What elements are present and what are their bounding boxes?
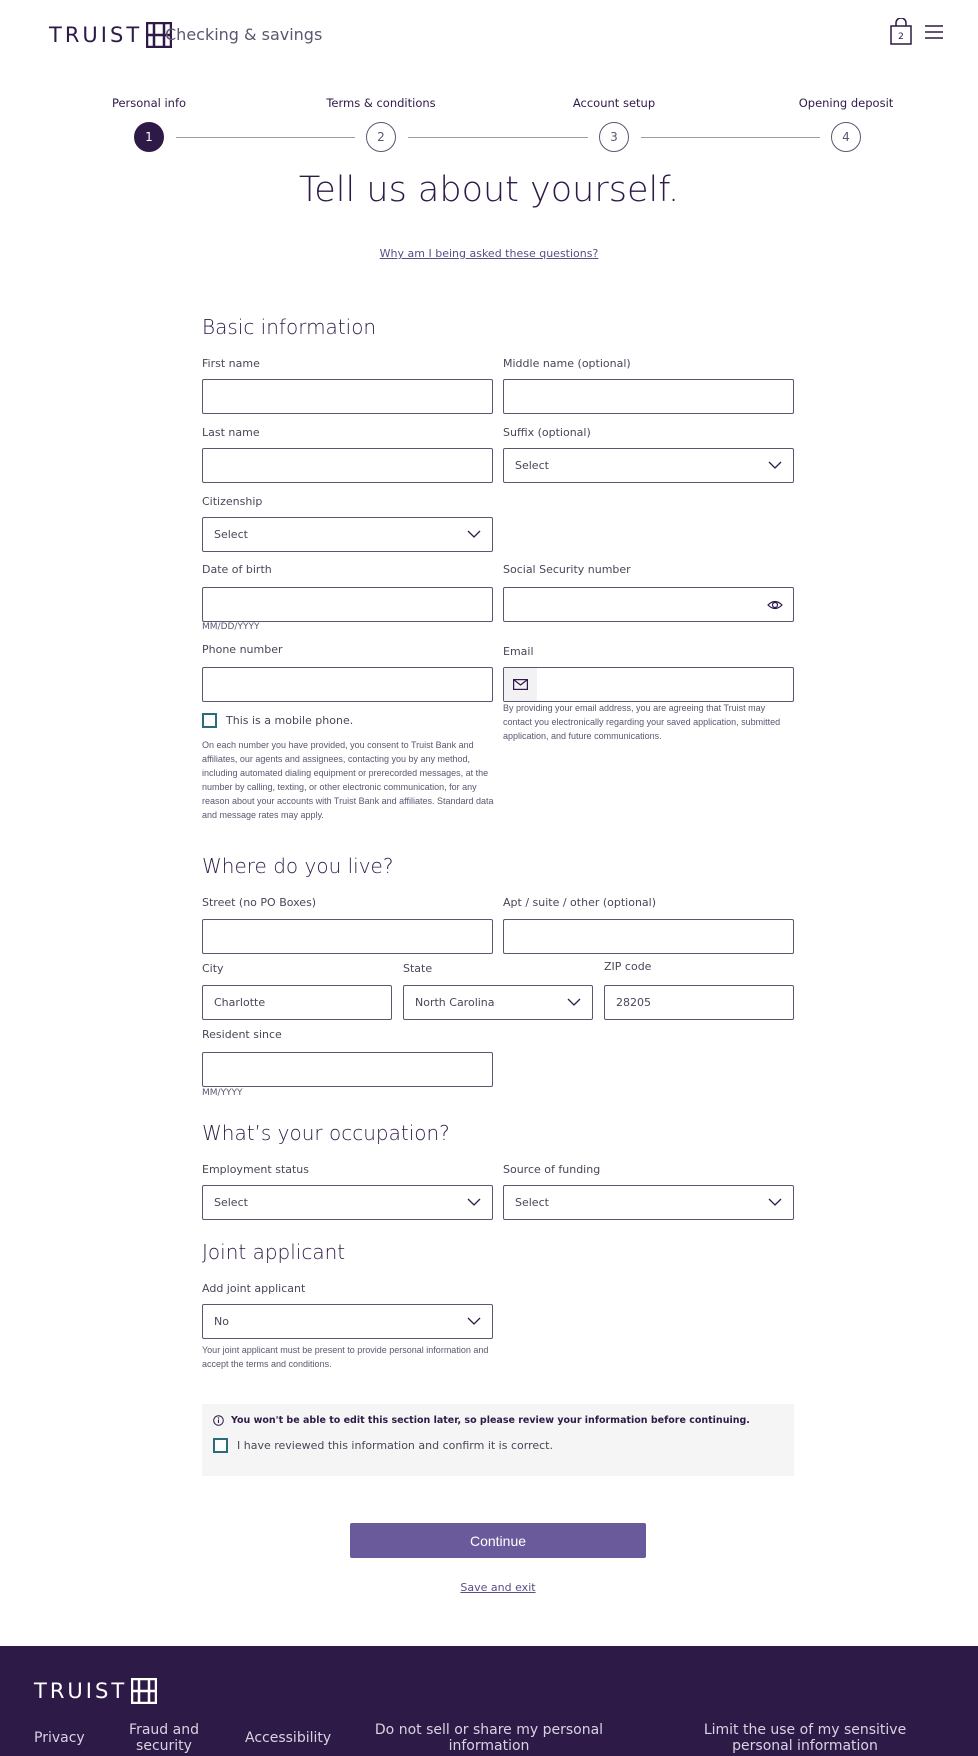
info-icon: [213, 1415, 224, 1426]
step-connector: [176, 137, 355, 138]
phone-input[interactable]: [202, 667, 493, 702]
step-circle-4: 4: [831, 122, 861, 152]
footer: [0, 1646, 978, 1756]
state-label: State: [403, 962, 433, 975]
continue-button[interactable]: Continue: [350, 1523, 646, 1558]
employment-status-value: Select: [214, 1196, 248, 1209]
hamburger-menu-icon[interactable]: [925, 24, 943, 43]
email-input[interactable]: [503, 667, 794, 702]
suffix-select[interactable]: [503, 448, 794, 483]
step-label-4: Opening deposit: [798, 96, 894, 110]
truist-logo[interactable]: [49, 22, 172, 48]
zip-value: 28205: [616, 996, 651, 1009]
save-and-exit-link[interactable]: Save and exit: [460, 1581, 536, 1594]
chevron-down-icon: [467, 1316, 481, 1326]
truist-mark-icon: [131, 1678, 157, 1704]
phone-label: Phone number: [202, 643, 283, 656]
joint-applicant-heading: Joint applicant: [202, 1240, 346, 1264]
mobile-phone-label: This is a mobile phone.: [226, 714, 354, 727]
why-asked-link[interactable]: Why am I being asked these questions?: [379, 247, 599, 260]
footer-logo-text: TRUIST: [34, 1679, 128, 1703]
middle-name-input[interactable]: [503, 379, 794, 414]
chevron-down-icon: [567, 997, 581, 1007]
step-circle-1: 1: [134, 122, 164, 152]
source-of-funding-value: Select: [515, 1196, 549, 1209]
first-name-input[interactable]: [202, 379, 493, 414]
citizenship-value: Select: [214, 528, 248, 541]
middle-name-label: Middle name (optional): [503, 357, 631, 370]
shopping-bag-icon[interactable]: [889, 18, 913, 50]
eye-icon[interactable]: [767, 597, 783, 613]
state-value: North Carolina: [415, 996, 495, 1009]
footer-logo[interactable]: [34, 1678, 157, 1704]
envelope-icon: [513, 679, 528, 690]
email-label: Email: [503, 645, 534, 658]
header: [0, 0, 978, 70]
footer-link-limit-sensitive-info[interactable]: Limit the use of my sensitive personal information: [703, 1722, 907, 1754]
chevron-down-icon: [768, 1197, 782, 1207]
footer-link-do-not-sell[interactable]: Do not sell or share my personal information: [374, 1722, 604, 1754]
employment-status-label: Employment status: [202, 1163, 310, 1176]
footer-link-fraud-security[interactable]: Fraud and security: [129, 1722, 199, 1754]
cart-count: 2: [898, 32, 904, 42]
add-joint-applicant-value: No: [214, 1315, 229, 1328]
last-name-label: Last name: [202, 426, 260, 439]
review-warning-text: You won't be able to edit this section later, so please review your information before continuing.: [231, 1415, 750, 1426]
step-circle-2: 2: [366, 122, 396, 152]
employment-status-select[interactable]: [202, 1185, 493, 1220]
last-name-input[interactable]: [202, 448, 493, 483]
email-icon-box: [504, 668, 537, 701]
resident-since-hint: MM/YYYY: [202, 1088, 243, 1098]
ssn-input[interactable]: [503, 587, 794, 622]
address-heading: Where do you live?: [202, 854, 394, 878]
step-connector: [408, 137, 588, 138]
basic-info-heading: Basic information: [202, 315, 377, 339]
street-input[interactable]: [202, 919, 493, 954]
footer-link-accessibility[interactable]: Accessibility: [245, 1730, 332, 1746]
review-notice: [202, 1404, 794, 1476]
ssn-label: Social Security number: [503, 563, 631, 576]
header-subtitle: Checking & savings: [165, 25, 323, 44]
resident-since-label: Resident since: [202, 1028, 282, 1041]
add-joint-applicant-select[interactable]: [202, 1304, 493, 1339]
confirm-review-label: I have reviewed this information and confirm it is correct.: [237, 1439, 553, 1452]
zip-input[interactable]: [604, 985, 794, 1020]
add-joint-applicant-label: Add joint applicant: [202, 1282, 306, 1295]
suffix-label: Suffix (optional): [503, 426, 591, 439]
dob-input[interactable]: [202, 587, 493, 622]
citizenship-label: Citizenship: [202, 495, 263, 508]
confirm-review-checkbox[interactable]: [213, 1438, 228, 1453]
source-of-funding-label: Source of funding: [503, 1163, 601, 1176]
dob-label: Date of birth: [202, 563, 272, 576]
email-consent-text: By providing your email address, you are agreeing that Truist may contact you electronically regarding your saved application, submitted application, and future communications.: [503, 703, 781, 741]
chevron-down-icon: [768, 460, 782, 470]
street-label: Street (no PO Boxes): [202, 896, 317, 909]
chevron-down-icon: [467, 1197, 481, 1207]
phone-consent-text: On each number you have provided, you consent to Truist Bank and affiliates, our agents and assignees, contacting you by any method, including automated dialing equipment or prerecorded messages, at the number by calling, texting, or other electronic communication, for any reason about your accounts with Truist Bank and affiliates. Standard data and message rates may apply.: [202, 740, 494, 820]
occupation-heading: What’s your occupation?: [202, 1121, 450, 1145]
resident-since-input[interactable]: [202, 1052, 493, 1087]
city-input[interactable]: [202, 985, 392, 1020]
step-label-3: Account setup: [572, 96, 656, 110]
chevron-down-icon: [467, 529, 481, 539]
source-of-funding-select[interactable]: [503, 1185, 794, 1220]
dob-hint: MM/DD/YYYY: [202, 622, 260, 632]
logo-text: TRUIST: [49, 23, 143, 47]
apt-label: Apt / suite / other (optional): [503, 896, 657, 909]
suffix-value: Select: [515, 459, 549, 472]
page-title: Tell us about yourself.: [298, 170, 680, 210]
zip-label: ZIP code: [604, 960, 652, 973]
step-label-2: Terms & conditions: [326, 96, 436, 110]
mobile-phone-checkbox[interactable]: [202, 713, 217, 728]
apt-input[interactable]: [503, 919, 794, 954]
state-select[interactable]: [403, 985, 593, 1020]
city-value: Charlotte: [214, 996, 266, 1009]
step-connector: [641, 137, 820, 138]
citizenship-select[interactable]: [202, 517, 493, 552]
city-label: City: [202, 962, 224, 975]
step-circle-3: 3: [599, 122, 629, 152]
first-name-label: First name: [202, 357, 260, 370]
joint-applicant-hint: Your joint applicant must be present to provide personal information and accept the terms and conditions.: [202, 1345, 489, 1369]
footer-link-privacy[interactable]: Privacy: [34, 1730, 85, 1746]
step-label-1: Personal info: [111, 96, 187, 110]
